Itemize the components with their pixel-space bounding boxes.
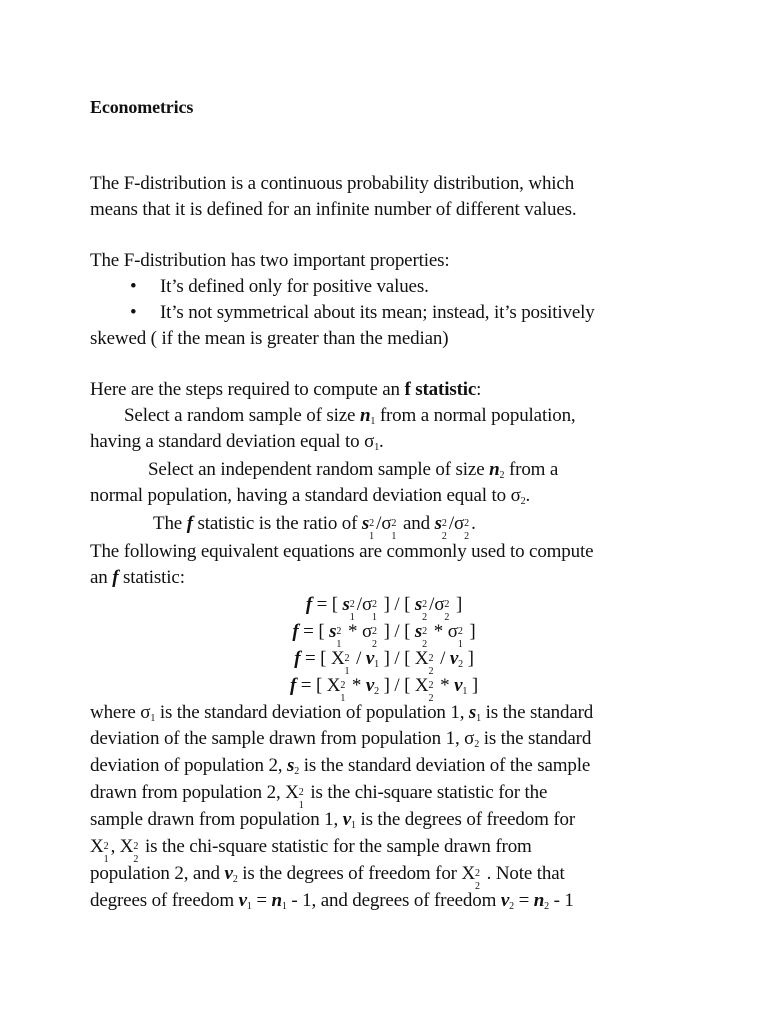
document-title: Econometrics — [90, 97, 194, 117]
step-3-line: The f statistic is the ratio of s 2 1 /σ 2 1 and s 2 2 /σ 2 2 . — [153, 513, 476, 542]
bullet-item-2-continued: skewed ( if the mean is greater than the median) — [90, 328, 449, 349]
properties-heading: The F-distribution has two important properties: — [90, 250, 450, 271]
equation-1: f = [ s 2 1 /σ 2 1 ] / [ s 2 2 /σ 2 2 ] — [305, 594, 463, 623]
explanation-line-3: deviation of population 2, $s_2$ is the standard deviation of the sample — [90, 755, 591, 777]
equations-intro-line-1: The following equivalent equations are commonly used to compute — [90, 541, 594, 562]
explanation-line-5: sample drawn from population 1, $v_1$ is the degrees of freedom for — [90, 809, 576, 831]
f-statistic-bold: f statistic — [404, 379, 477, 400]
explanation-line-6: X 2 1 , X 2 2 is the chi-square statistic for the sample drawn from — [90, 836, 532, 865]
explanation-line-8: degrees of freedom $v_1 = n_1 - 1$, and degrees of freedom $v_2 = n_2 - 1$ — [90, 890, 574, 912]
explanation-line-7: population 2, and $v_2$ is the degrees of freedom for X 2 2 . Note that — [90, 863, 565, 892]
equations-intro-line-2: an f statistic: — [90, 567, 185, 588]
step-1-line-1: Select a random sample of size $n_1$ from a normal population, — [124, 405, 576, 427]
explanation-line-1: where $\sigma_1$ is the standard deviation of population 1, $s_1$ is the standard — [90, 702, 594, 724]
intro-line-2: means that it is defined for an infinite number of different values. — [90, 199, 577, 220]
bullet-item-2: • It’s not symmetrical about its mean; instead, it’s positively — [130, 300, 595, 326]
explanation-line-4: drawn from population 2, X 2 1 is the chi-square statistic for the — [90, 782, 548, 811]
intro-line-1: The F-distribution is a continuous probability distribution, which — [90, 173, 575, 194]
step-2-line-1: Select an independent random sample of size $n_2$ from a — [148, 459, 559, 481]
equation-4: f = [ X 2 1 * $v_2$ ] / [ X 2 2 * $v_1$ ] — [290, 675, 478, 704]
step-1-line-2: having a standard deviation equal to $\sigma_1$. — [90, 431, 384, 453]
step-2-line-2: normal population, having a standard deviation equal to $\sigma_2$. — [90, 485, 531, 507]
bullet-icon: • — [130, 302, 137, 323]
bullet-icon: • — [130, 276, 137, 297]
steps-heading: Here are the steps required to compute an f statistic: — [90, 379, 482, 400]
equation-3: f = [ X 2 1 / $v_1$ ] / [ X 2 2 / $v_2$ ] — [294, 648, 474, 677]
equation-2: f = [ s 2 1 * σ 2 2 ] / [ s 2 2 * σ 2 1 ] — [292, 621, 476, 650]
explanation-line-2: deviation of the sample drawn from population 1, $\sigma_2$ is the standard — [90, 728, 592, 750]
bullet-item-1: • It’s defined only for positive values. — [130, 274, 429, 300]
